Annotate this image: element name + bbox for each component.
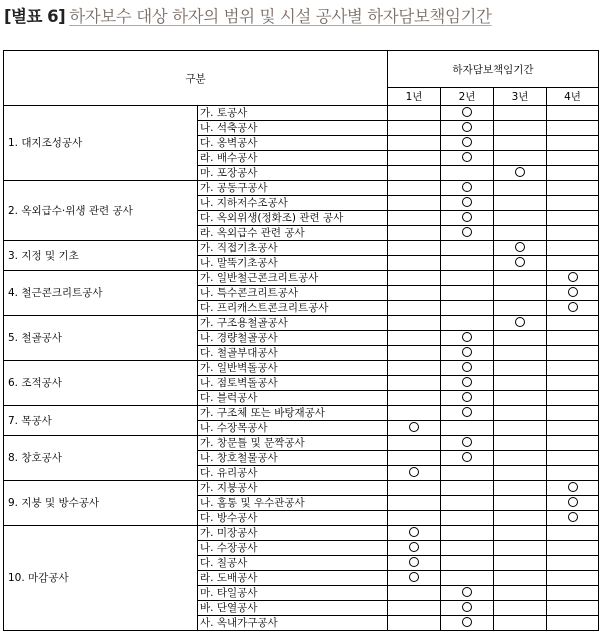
year-4-cell — [547, 406, 599, 421]
circle-mark-icon — [462, 362, 472, 372]
table-row — [4, 316, 599, 331]
work-item-label: 나. 점토벽돌공사 — [198, 376, 388, 391]
work-item-label: 나. 경량철골공사 — [198, 331, 388, 346]
year-3-cell — [494, 121, 547, 136]
year-2-cell — [441, 286, 494, 301]
circle-mark-icon — [462, 392, 472, 402]
circle-mark-icon — [462, 437, 472, 447]
year-4-cell — [547, 586, 599, 601]
year-3-cell — [494, 466, 547, 481]
table-row — [4, 436, 599, 451]
year-2-cell — [441, 526, 494, 541]
year-3-cell — [494, 241, 547, 256]
year-1-cell — [388, 571, 441, 586]
year-4-cell — [547, 301, 599, 316]
circle-mark-icon — [568, 287, 578, 297]
work-item-label: 가. 토공사 — [198, 106, 388, 121]
year-1-cell — [388, 316, 441, 331]
year-1-cell — [388, 166, 441, 181]
year-4-cell — [547, 511, 599, 526]
year-4-cell — [547, 376, 599, 391]
header-year-1: 1년 — [388, 88, 441, 106]
work-item-label: 나. 창호철물공사 — [198, 451, 388, 466]
circle-mark-icon — [515, 257, 525, 267]
circle-mark-icon — [568, 497, 578, 507]
year-4-cell — [547, 496, 599, 511]
year-2-cell — [441, 436, 494, 451]
circle-mark-icon — [409, 527, 419, 537]
year-3-cell — [494, 271, 547, 286]
year-2-cell — [441, 391, 494, 406]
work-item-label: 가. 창문틀 및 문짝공사 — [198, 436, 388, 451]
year-4-cell — [547, 256, 599, 271]
year-3-cell — [494, 256, 547, 271]
year-1-cell — [388, 301, 441, 316]
circle-mark-icon — [515, 167, 525, 177]
year-4-cell — [547, 346, 599, 361]
circle-mark-icon — [409, 572, 419, 582]
year-2-cell — [441, 316, 494, 331]
table-row — [4, 526, 599, 541]
year-1-cell — [388, 436, 441, 451]
year-4-cell — [547, 241, 599, 256]
work-item-label: 가. 구조용철골공사 — [198, 316, 388, 331]
year-2-cell — [441, 571, 494, 586]
circle-mark-icon — [462, 227, 472, 237]
table-body — [4, 106, 599, 631]
year-4-cell — [547, 466, 599, 481]
work-item-label: 나. 수장공사 — [198, 541, 388, 556]
year-1-cell — [388, 541, 441, 556]
year-3-cell — [494, 106, 547, 121]
work-item-label: 다. 옹벽공사 — [198, 136, 388, 151]
work-item-label: 가. 일반벽돌공사 — [198, 361, 388, 376]
year-2-cell — [441, 121, 494, 136]
year-1-cell — [388, 226, 441, 241]
year-3-cell — [494, 196, 547, 211]
year-2-cell — [441, 106, 494, 121]
work-item-label: 라. 옥외급수 관련 공사 — [198, 226, 388, 241]
year-1-cell — [388, 511, 441, 526]
year-2-cell — [441, 301, 494, 316]
year-4-cell — [547, 151, 599, 166]
work-item-label: 다. 프리캐스트콘크리트공사 — [198, 301, 388, 316]
year-1-cell — [388, 421, 441, 436]
work-item-label: 가. 직접기초공사 — [198, 241, 388, 256]
circle-mark-icon — [462, 407, 472, 417]
year-3-cell — [494, 211, 547, 226]
year-3-cell — [494, 496, 547, 511]
year-4-cell — [547, 196, 599, 211]
circle-mark-icon — [462, 347, 472, 357]
year-4-cell — [547, 526, 599, 541]
year-1-cell — [388, 346, 441, 361]
year-1-cell — [388, 526, 441, 541]
header-year-3: 3년 — [494, 88, 547, 106]
year-2-cell — [441, 601, 494, 616]
circle-mark-icon — [409, 422, 419, 432]
year-3-cell — [494, 301, 547, 316]
year-1-cell — [388, 556, 441, 571]
work-item-label: 나. 말뚝기초공사 — [198, 256, 388, 271]
year-4-cell — [547, 391, 599, 406]
work-item-label: 가. 공동구공사 — [198, 181, 388, 196]
year-3-cell — [494, 421, 547, 436]
year-4-cell — [547, 211, 599, 226]
year-3-cell — [494, 151, 547, 166]
year-2-cell — [441, 376, 494, 391]
year-2-cell — [441, 541, 494, 556]
year-2-cell — [441, 616, 494, 631]
year-3-cell — [494, 136, 547, 151]
work-item-label: 다. 방수공사 — [198, 511, 388, 526]
year-4-cell — [547, 556, 599, 571]
circle-mark-icon — [462, 107, 472, 117]
work-item-label: 다. 철골부대공사 — [198, 346, 388, 361]
circle-mark-icon — [409, 542, 419, 552]
circle-mark-icon — [462, 137, 472, 147]
year-2-cell — [441, 361, 494, 376]
year-1-cell — [388, 211, 441, 226]
table-row — [4, 481, 599, 496]
circle-mark-icon — [462, 452, 472, 462]
year-1-cell — [388, 136, 441, 151]
year-2-cell — [441, 256, 494, 271]
circle-mark-icon — [568, 482, 578, 492]
year-1-cell — [388, 361, 441, 376]
circle-mark-icon — [515, 317, 525, 327]
circle-mark-icon — [462, 602, 472, 612]
circle-mark-icon — [462, 212, 472, 222]
year-3-cell — [494, 511, 547, 526]
year-3-cell — [494, 451, 547, 466]
year-2-cell — [441, 556, 494, 571]
year-4-cell — [547, 361, 599, 376]
work-item-label: 마. 타일공사 — [198, 586, 388, 601]
year-1-cell — [388, 586, 441, 601]
year-2-cell — [441, 181, 494, 196]
year-3-cell — [494, 481, 547, 496]
year-3-cell — [494, 376, 547, 391]
year-2-cell — [441, 196, 494, 211]
circle-mark-icon — [462, 332, 472, 342]
year-1-cell — [388, 376, 441, 391]
year-1-cell — [388, 466, 441, 481]
table-row — [4, 241, 599, 256]
year-4-cell — [547, 271, 599, 286]
work-item-label: 사. 옥내가구공사 — [198, 616, 388, 631]
work-item-label: 다. 블럭공사 — [198, 391, 388, 406]
year-1-cell — [388, 256, 441, 271]
work-item-label: 나. 수장목공사 — [198, 421, 388, 436]
year-1-cell — [388, 241, 441, 256]
category-name: 3. 지정 및 기초 — [4, 241, 198, 271]
work-item-label: 가. 구조체 또는 바탕재공사 — [198, 406, 388, 421]
year-2-cell — [441, 466, 494, 481]
year-2-cell — [441, 226, 494, 241]
work-item-label: 나. 홈통 및 우수관공사 — [198, 496, 388, 511]
year-2-cell — [441, 166, 494, 181]
work-item-label: 나. 지하저수조공사 — [198, 196, 388, 211]
category-name: 5. 철골공사 — [4, 316, 198, 361]
category-name: 8. 창호공사 — [4, 436, 198, 481]
appendix-label: [별표 6] — [4, 7, 66, 26]
year-2-cell — [441, 511, 494, 526]
table-row — [4, 406, 599, 421]
year-4-cell — [547, 421, 599, 436]
year-4-cell — [547, 316, 599, 331]
year-2-cell — [441, 151, 494, 166]
year-4-cell — [547, 436, 599, 451]
circle-mark-icon — [462, 377, 472, 387]
year-3-cell — [494, 406, 547, 421]
year-3-cell — [494, 391, 547, 406]
header-warranty-period: 하자담보책임기간 — [388, 51, 599, 88]
year-4-cell — [547, 601, 599, 616]
year-3-cell — [494, 541, 547, 556]
category-name: 4. 철근콘크리트공사 — [4, 271, 198, 316]
year-1-cell — [388, 481, 441, 496]
category-name: 7. 목공사 — [4, 406, 198, 436]
year-4-cell — [547, 121, 599, 136]
year-1-cell — [388, 286, 441, 301]
year-1-cell — [388, 616, 441, 631]
work-item-label: 다. 유리공사 — [198, 466, 388, 481]
year-4-cell — [547, 481, 599, 496]
category-name: 10. 마감공사 — [4, 526, 198, 631]
year-3-cell — [494, 361, 547, 376]
header-year-2: 2년 — [441, 88, 494, 106]
category-name: 6. 조적공사 — [4, 361, 198, 406]
circle-mark-icon — [462, 617, 472, 627]
document-title — [4, 0, 492, 34]
work-item-label: 다. 칠공사 — [198, 556, 388, 571]
year-2-cell — [441, 421, 494, 436]
year-3-cell — [494, 181, 547, 196]
circle-mark-icon — [409, 467, 419, 477]
table-row — [4, 361, 599, 376]
year-2-cell — [441, 346, 494, 361]
year-1-cell — [388, 271, 441, 286]
year-1-cell — [388, 391, 441, 406]
work-item-label: 바. 단열공사 — [198, 601, 388, 616]
year-1-cell — [388, 181, 441, 196]
table-row — [4, 181, 599, 196]
year-3-cell — [494, 316, 547, 331]
category-name: 1. 대지조성공사 — [4, 106, 198, 181]
year-3-cell — [494, 226, 547, 241]
circle-mark-icon — [462, 122, 472, 132]
table-row — [4, 106, 599, 121]
circle-mark-icon — [568, 302, 578, 312]
circle-mark-icon — [409, 557, 419, 567]
work-item-label: 가. 지붕공사 — [198, 481, 388, 496]
work-item-label: 나. 특수콘크리트공사 — [198, 286, 388, 301]
year-3-cell — [494, 436, 547, 451]
year-1-cell — [388, 121, 441, 136]
category-name: 9. 지붕 및 방수공사 — [4, 481, 198, 526]
circle-mark-icon — [568, 512, 578, 522]
year-2-cell — [441, 241, 494, 256]
year-3-cell — [494, 331, 547, 346]
circle-mark-icon — [515, 242, 525, 252]
year-3-cell — [494, 166, 547, 181]
year-3-cell — [494, 346, 547, 361]
year-3-cell — [494, 601, 547, 616]
work-item-label: 마. 포장공사 — [198, 166, 388, 181]
year-4-cell — [547, 451, 599, 466]
work-item-label: 가. 미장공사 — [198, 526, 388, 541]
year-3-cell — [494, 616, 547, 631]
circle-mark-icon — [568, 272, 578, 282]
year-2-cell — [441, 406, 494, 421]
year-3-cell — [494, 586, 547, 601]
year-2-cell — [441, 496, 494, 511]
year-1-cell — [388, 451, 441, 466]
warranty-period-table — [3, 50, 599, 631]
year-1-cell — [388, 151, 441, 166]
header-year-4: 4년 — [547, 88, 599, 106]
work-item-label: 나. 석축공사 — [198, 121, 388, 136]
year-2-cell — [441, 451, 494, 466]
year-4-cell — [547, 226, 599, 241]
work-item-label: 가. 일반철근콘크리트공사 — [198, 271, 388, 286]
year-3-cell — [494, 571, 547, 586]
table-row — [4, 271, 599, 286]
header-gubun: 구분 — [4, 51, 388, 106]
year-2-cell — [441, 331, 494, 346]
year-3-cell — [494, 286, 547, 301]
circle-mark-icon — [462, 197, 472, 207]
year-2-cell — [441, 136, 494, 151]
year-1-cell — [388, 331, 441, 346]
year-4-cell — [547, 286, 599, 301]
year-1-cell — [388, 601, 441, 616]
year-4-cell — [547, 616, 599, 631]
circle-mark-icon — [462, 152, 472, 162]
year-4-cell — [547, 571, 599, 586]
year-2-cell — [441, 481, 494, 496]
title-text: 하자보수 대상 하자의 범위 및 시설 공사별 하자담보책임기간 — [69, 7, 492, 26]
work-item-label: 라. 도배공사 — [198, 571, 388, 586]
year-1-cell — [388, 196, 441, 211]
year-2-cell — [441, 586, 494, 601]
year-2-cell — [441, 271, 494, 286]
work-item-label: 다. 옥외위생(정화조) 관련 공사 — [198, 211, 388, 226]
year-3-cell — [494, 526, 547, 541]
year-4-cell — [547, 541, 599, 556]
year-4-cell — [547, 166, 599, 181]
year-3-cell — [494, 556, 547, 571]
work-item-label: 라. 배수공사 — [198, 151, 388, 166]
circle-mark-icon — [462, 587, 472, 597]
year-1-cell — [388, 106, 441, 121]
year-1-cell — [388, 406, 441, 421]
year-2-cell — [441, 211, 494, 226]
year-4-cell — [547, 136, 599, 151]
year-4-cell — [547, 181, 599, 196]
year-1-cell — [388, 496, 441, 511]
year-4-cell — [547, 331, 599, 346]
year-4-cell — [547, 106, 599, 121]
category-name: 2. 옥외급수·위생 관련 공사 — [4, 181, 198, 241]
circle-mark-icon — [462, 182, 472, 192]
